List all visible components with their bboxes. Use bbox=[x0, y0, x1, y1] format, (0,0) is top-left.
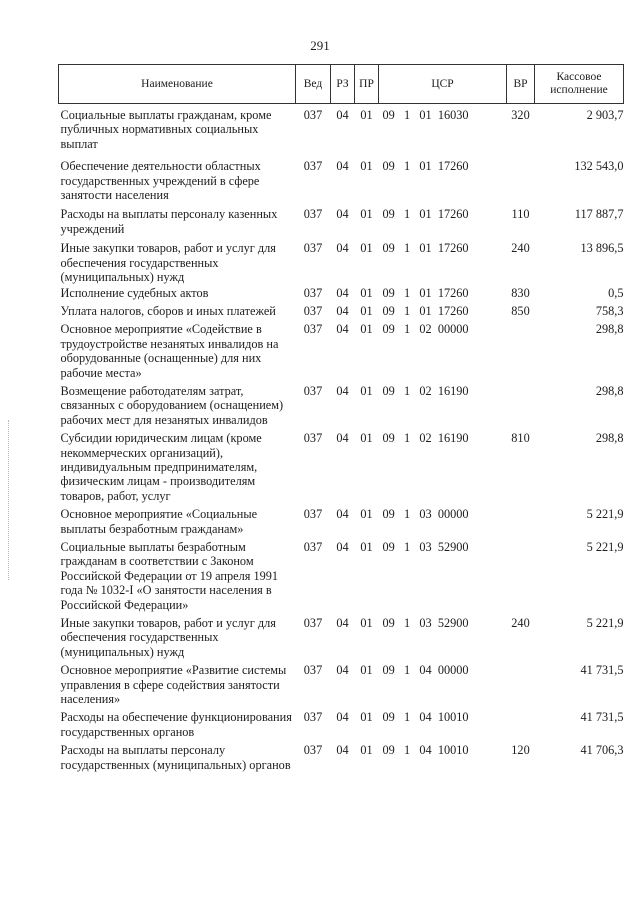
row-vr bbox=[507, 706, 535, 739]
table-body bbox=[59, 104, 624, 773]
row-vr: 240 bbox=[511, 241, 530, 256]
row-name: Обеспечение деятельности областных государственных учреждений в сфере занятости населения bbox=[60, 159, 261, 203]
row-name: Возмещение работодателям затрат, связанных с оборудованием (оснащением) рабочих мест для незанятых инвалидов bbox=[60, 383, 284, 427]
row-vr bbox=[507, 380, 535, 427]
row-pr: 01 bbox=[360, 159, 373, 174]
row-ved: 037 bbox=[303, 383, 323, 398]
row-vr: 240 bbox=[511, 616, 530, 630]
row-name: Основное мероприятие «Развитие системы управления в сфере содействия занятости населения» bbox=[60, 663, 287, 707]
row-ved: 037 bbox=[303, 322, 323, 337]
row-pr: 01 bbox=[360, 286, 373, 301]
row-amount: 13 896,5 bbox=[580, 241, 624, 256]
row-pr: 01 bbox=[360, 108, 373, 122]
table-row bbox=[59, 104, 624, 152]
row-amount: 41 706,3 bbox=[580, 743, 624, 758]
row-amount: 5 221,9 bbox=[586, 539, 624, 554]
row-ved: 037 bbox=[303, 431, 323, 446]
row-rz: 04 bbox=[336, 241, 349, 256]
table-row bbox=[59, 659, 624, 706]
row-name: Расходы на обеспечение функционирования государственных органов bbox=[60, 710, 292, 739]
row-vr bbox=[507, 318, 535, 380]
row-pr: 01 bbox=[360, 616, 373, 630]
row-csr: 09 1 04 00000 bbox=[382, 663, 469, 678]
row-rz: 04 bbox=[336, 207, 349, 222]
row-vr: 120 bbox=[511, 743, 530, 758]
row-csr: 09 1 01 17260 bbox=[382, 241, 469, 256]
table-row bbox=[59, 427, 624, 503]
row-amount: 5 221,9 bbox=[586, 507, 624, 522]
row-name: Уплата налогов, сборов и иных платежей bbox=[60, 303, 276, 318]
table-header-row bbox=[59, 65, 624, 104]
row-rz: 04 bbox=[336, 108, 349, 122]
row-vr: 110 bbox=[511, 207, 530, 222]
row-amount: 2 903,7 bbox=[586, 108, 624, 122]
table-row bbox=[59, 380, 624, 427]
header-csr: ЦСР bbox=[379, 65, 507, 104]
table-row bbox=[59, 612, 624, 659]
row-amount: 117 887,7 bbox=[574, 207, 624, 222]
row-amount: 298,8 bbox=[595, 322, 624, 337]
header-amount: Кассовое исполнение bbox=[535, 65, 624, 104]
row-rz: 04 bbox=[336, 616, 349, 630]
row-name: Иные закупки товаров, работ и услуг для обеспечения государственных (муниципальных) нужд bbox=[60, 616, 276, 659]
row-name: Иные закупки товаров, работ и услуг для обеспечения государственных (муниципальных) нужд bbox=[60, 241, 276, 285]
table-row bbox=[59, 284, 624, 300]
row-pr: 01 bbox=[360, 207, 373, 222]
row-csr: 09 1 02 16190 bbox=[382, 383, 469, 398]
row-name: Расходы на выплаты персоналу казенных учреждений bbox=[60, 207, 278, 236]
row-name: Социальные выплаты безработным гражданам в соответствии с Законом Российской Федерации от 19 апреля 1991 года № 1032-I «О занятости населения в Российской Федерации» bbox=[60, 539, 279, 612]
table-row bbox=[59, 236, 624, 284]
row-vr: 320 bbox=[511, 108, 530, 122]
header-vr: ВР bbox=[507, 65, 535, 104]
row-pr: 01 bbox=[360, 663, 373, 678]
row-csr: 09 1 03 52900 bbox=[382, 539, 469, 554]
row-rz: 04 bbox=[336, 431, 349, 446]
row-ved: 037 bbox=[303, 710, 323, 725]
table-row bbox=[59, 318, 624, 380]
row-csr: 09 1 04 10010 bbox=[382, 743, 469, 758]
scan-edge-mark bbox=[8, 420, 10, 580]
row-csr: 09 1 02 16190 bbox=[382, 431, 469, 446]
row-name: Субсидии юридическим лицам (кроме некоммерческих организаций), индивидуальным предпринимателям, физическим лицам - производителям товаров, работ, услуг bbox=[60, 431, 262, 503]
row-ved: 037 bbox=[303, 207, 323, 222]
row-csr: 09 1 02 00000 bbox=[382, 322, 469, 337]
table-row bbox=[59, 202, 624, 236]
row-amount: 132 543,0 bbox=[574, 159, 624, 174]
row-amount: 5 221,9 bbox=[586, 616, 624, 630]
table-row bbox=[59, 301, 624, 318]
page-number: 291 bbox=[310, 38, 330, 53]
row-rz: 04 bbox=[336, 286, 349, 301]
table-row bbox=[59, 151, 624, 202]
row-name: Социальные выплаты гражданам, кроме публичных нормативных социальных выплат bbox=[60, 108, 272, 151]
row-pr: 01 bbox=[360, 383, 373, 398]
row-ved: 037 bbox=[303, 616, 323, 630]
row-ved: 037 bbox=[303, 743, 323, 758]
row-csr: 09 1 03 52900 bbox=[382, 616, 469, 630]
budget-table bbox=[58, 64, 624, 772]
row-csr: 09 1 01 17260 bbox=[382, 286, 469, 301]
row-csr: 09 1 01 17260 bbox=[382, 303, 469, 318]
row-vr bbox=[507, 659, 535, 706]
row-vr bbox=[507, 151, 535, 202]
table-row bbox=[59, 503, 624, 536]
row-pr: 01 bbox=[360, 743, 373, 758]
row-csr: 09 1 01 16030 bbox=[382, 108, 469, 122]
row-ved: 037 bbox=[303, 286, 323, 301]
row-pr: 01 bbox=[360, 322, 373, 337]
row-pr: 01 bbox=[360, 539, 373, 554]
row-pr: 01 bbox=[360, 431, 373, 446]
row-ved: 037 bbox=[303, 663, 323, 678]
row-rz: 04 bbox=[336, 383, 349, 398]
row-rz: 04 bbox=[336, 507, 349, 522]
row-name: Расходы на выплаты персоналу государственных (муниципальных) органов bbox=[60, 743, 291, 772]
row-pr: 01 bbox=[360, 507, 373, 522]
row-rz: 04 bbox=[336, 663, 349, 678]
row-rz: 04 bbox=[336, 303, 349, 318]
row-amount: 298,8 bbox=[595, 431, 624, 446]
row-amount: 298,8 bbox=[595, 383, 624, 398]
header-pr: ПР bbox=[355, 65, 379, 104]
row-name: Исполнение судебных актов bbox=[60, 286, 209, 301]
table-row bbox=[59, 706, 624, 739]
row-ved: 037 bbox=[303, 108, 323, 122]
row-rz: 04 bbox=[336, 743, 349, 758]
row-csr: 09 1 01 17260 bbox=[382, 207, 469, 222]
row-vr bbox=[507, 503, 535, 536]
row-name: Основное мероприятие «Содействие в трудоустройстве незанятых инвалидов на оборудованные (оснащенные) для них рабочие места» bbox=[60, 322, 279, 380]
row-ved: 037 bbox=[303, 539, 323, 554]
row-rz: 04 bbox=[336, 710, 349, 725]
row-csr: 09 1 04 10010 bbox=[382, 710, 469, 725]
header-rz: РЗ bbox=[331, 65, 355, 104]
row-vr bbox=[507, 536, 535, 612]
header-name: Наименование bbox=[59, 65, 296, 104]
row-amount: 41 731,5 bbox=[580, 663, 624, 678]
table-row bbox=[59, 739, 624, 772]
row-pr: 01 bbox=[360, 303, 373, 318]
row-ved: 037 bbox=[303, 159, 323, 174]
row-pr: 01 bbox=[360, 241, 373, 256]
row-name: Основное мероприятие «Социальные выплаты безработным гражданам» bbox=[60, 507, 258, 536]
header-ved: Вед bbox=[296, 65, 331, 104]
row-ved: 037 bbox=[303, 303, 323, 318]
row-csr: 09 1 01 17260 bbox=[382, 159, 469, 174]
row-rz: 04 bbox=[336, 539, 349, 554]
row-vr: 850 bbox=[511, 303, 530, 318]
table-row bbox=[59, 536, 624, 612]
row-rz: 04 bbox=[336, 322, 349, 337]
row-rz: 04 bbox=[336, 159, 349, 174]
row-vr: 810 bbox=[511, 431, 530, 446]
row-amount: 0,5 bbox=[608, 286, 624, 301]
row-ved: 037 bbox=[303, 241, 323, 256]
row-amount: 758,3 bbox=[595, 303, 624, 318]
row-pr: 01 bbox=[360, 710, 373, 725]
row-ved: 037 bbox=[303, 507, 323, 522]
row-csr: 09 1 03 00000 bbox=[382, 507, 469, 522]
row-amount: 41 731,5 bbox=[580, 710, 624, 725]
row-vr: 830 bbox=[511, 286, 530, 301]
